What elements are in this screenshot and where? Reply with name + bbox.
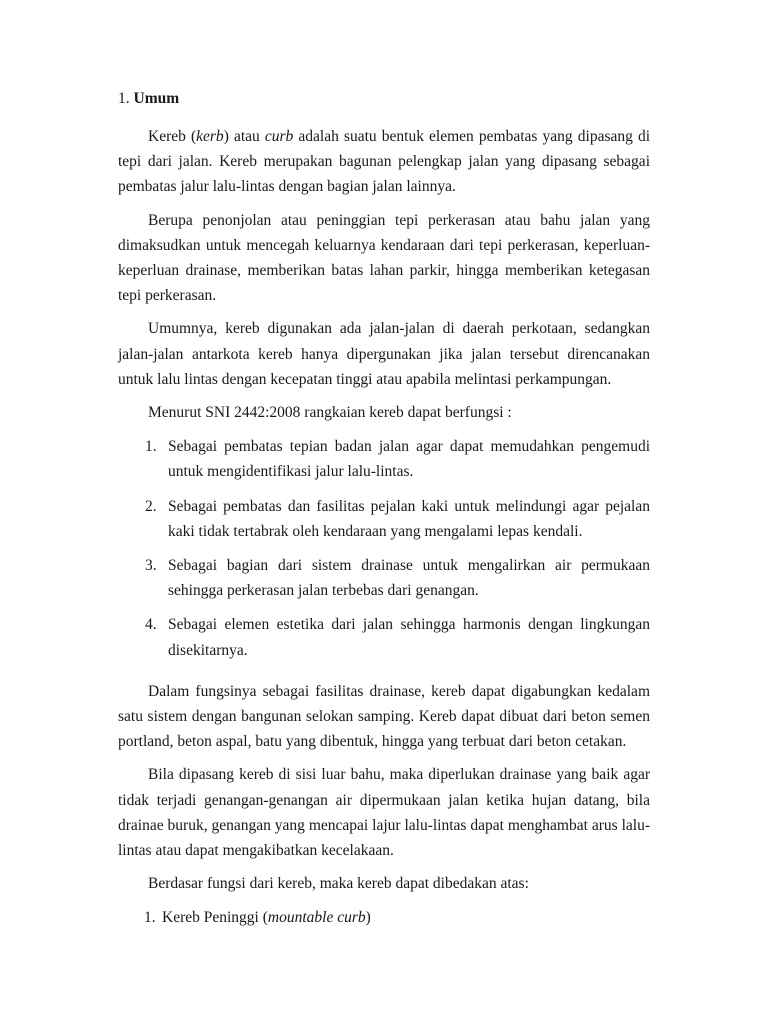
- section-title: Umum: [133, 90, 180, 107]
- list-item-number: 3.: [145, 557, 157, 575]
- text-run: Umumnya, kereb digunakan ada jalan-jalan di daerah perkotaan, sedangkan jalan-jalan antarkota kereb hanya dipergunakan jika jalan tersebut direncanakan untuk lalu lintas dengan kecepatan tinggi atau apabila melintasi perkampungan.: [118, 320, 650, 388]
- list-item-text: Sebagai elemen estetika dari jalan sehingga harmonis dengan lingkungan disekitarnya.: [168, 616, 650, 659]
- list-item-number: 4.: [145, 616, 157, 634]
- list-item-text: Sebagai pembatas dan fasilitas pejalan kaki untuk melindungi agar pejalan kaki tidak tertabrak oleh kendaraan yang mengalami lepas kendali.: [168, 497, 650, 540]
- function-list-item: [118, 553, 650, 603]
- spacer: [118, 671, 650, 679]
- list-item-text: Sebagai bagian dari sistem drainase untuk mengalirkan air permukaan sehingga perkerasan jalan terbebas dari genangan.: [168, 557, 650, 600]
- list-item-text: [162, 909, 371, 926]
- body-paragraph: [118, 762, 650, 863]
- paragraph-group-before: [118, 124, 650, 392]
- list-item-number: 1.: [144, 909, 156, 927]
- paragraph-group-after: [118, 679, 650, 863]
- list-item-number: 1.: [145, 438, 157, 456]
- section-heading: [118, 86, 650, 111]
- text-run: Kereb Peninggi (: [162, 909, 268, 927]
- document-body: [118, 86, 650, 931]
- text-run: Dalam fungsinya sebagai fasilitas drainase, kereb dapat digabungkan kedalam satu sistem dengan bangunan selokan samping. Kereb dapat dibuat dari beton semen portland, beton aspal, batu yang dibentuk, hingga yang terbuat dari beton cetakan.: [118, 682, 650, 751]
- section-number: 1.: [118, 90, 130, 107]
- text-run: Kereb (: [148, 128, 197, 145]
- types-intro: Berdasar fungsi dari kereb, maka kereb dapat dibedakan atas:: [148, 875, 529, 893]
- italic-term: mountable curb: [267, 909, 366, 927]
- list-item-text: Sebagai pembatas tepian badan jalan agar dapat memudahkan pengemudi untuk mengidentifikasi jalur lalu-lintas.: [168, 438, 650, 481]
- function-list-item: [118, 612, 650, 662]
- italic-term: kerb: [196, 128, 224, 145]
- italic-term: curb: [264, 128, 294, 145]
- body-paragraph: [118, 316, 650, 392]
- curb-types-list: [118, 905, 650, 930]
- text-run: Berupa penonjolan atau peninggian tepi perkerasan atau bahu jalan yang dimaksudkan untuk mencegah keluarnya kendaraan dari tepi perkerasan, keperluan-keperluan drainase, memberikan batas lahan parkir, hingga memberikan ketegasan tepi perkerasan.: [118, 211, 650, 305]
- text-run: ): [365, 909, 371, 927]
- list-item-number: 2.: [145, 497, 157, 515]
- body-paragraph: [118, 124, 650, 200]
- body-paragraph: [118, 208, 650, 309]
- functions-intro: Menurut SNI 2442:2008 rangkaian kereb dapat berfungsi :: [148, 404, 512, 422]
- curb-type-item: [118, 905, 650, 930]
- function-list-item: [118, 494, 650, 544]
- functions-list: [118, 434, 650, 663]
- text-run: adalah suatu bentuk elemen pembatas yang dipasang di tepi dari jalan. Kereb merupakan bagunan pelengkap jalan yang dipasang sebagai pembatas jalur lalu-lintas dengan bagian jalan lainnya.: [118, 128, 651, 196]
- text-run: Bila dipasang kereb di sisi luar bahu, maka diperlukan drainase yang baik agar tidak terjadi genangan-genangan air dipermukaan jalan ketika hujan datang, bila drainae buruk, genangan yang mencapai lajur lalu-lintas dapat menghambat arus lalu-lintas atau dapat mengakibatkan kecelakaan.: [118, 766, 650, 860]
- function-list-item: [118, 434, 650, 484]
- text-run: ) atau: [223, 128, 265, 145]
- body-paragraph: [118, 679, 650, 755]
